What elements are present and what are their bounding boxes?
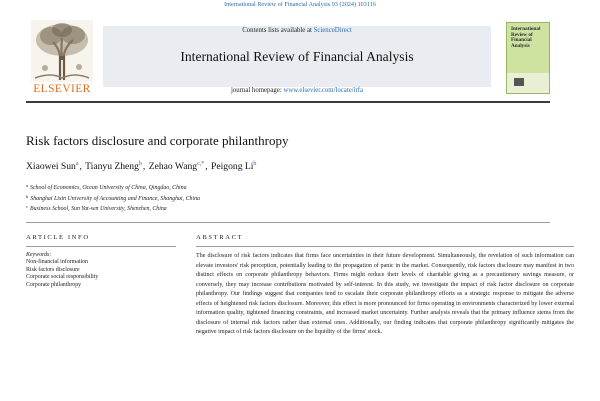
affiliation-mark: c — [26, 204, 28, 210]
publisher-name[interactable]: ELSEVIER — [33, 83, 91, 95]
article-title: Risk factors disclosure and corporate philanthropy — [26, 133, 289, 148]
keyword-item: Corporate philanthropy — [26, 281, 82, 288]
affiliation-marker[interactable]: b — [253, 161, 257, 167]
author-name[interactable]: Zehao Wang — [148, 161, 198, 172]
keywords-block — [26, 251, 98, 289]
affiliation — [26, 203, 200, 214]
affiliation — [26, 182, 200, 193]
keyword-item: Risk factors disclosure — [26, 266, 80, 273]
journal-title: International Review of Financial Analysis — [180, 49, 414, 64]
author-name[interactable]: Peigong Li — [211, 161, 254, 172]
cover-logo-icon — [514, 78, 524, 86]
affiliation-marker[interactable]: a — [75, 161, 79, 167]
homepage-line — [103, 87, 491, 94]
keyword-item: Non-financial information — [26, 259, 88, 265]
affiliation — [26, 193, 200, 204]
cover-title: International Review of Financial Analysis — [511, 26, 541, 49]
journal-reference[interactable]: International Review of Financial Analysis 93 (2024) 103116 — [224, 1, 376, 8]
elsevier-tree-icon — [31, 20, 93, 82]
homepage-prefix: journal homepage: — [230, 87, 284, 94]
abstract-rule — [196, 246, 574, 247]
journal-cover-thumbnail[interactable] — [506, 22, 550, 94]
keywords-label: Keywords: — [26, 252, 52, 258]
journal-homepage-link[interactable]: www.elsevier.com/locate/irfa — [283, 87, 364, 94]
article-info-rule — [26, 246, 176, 247]
author-name[interactable]: Tianyu Zheng — [85, 161, 139, 172]
affiliation-list — [26, 182, 200, 214]
contents-line — [103, 27, 491, 34]
sciencedirect-link[interactable]: ScienceDirect — [313, 27, 352, 34]
affiliation-text: Shanghai Lixin University of Accounting and Finance, Shanghai, China — [30, 195, 200, 202]
abstract-heading: ABSTRACT — [196, 234, 244, 241]
section-divider — [26, 222, 550, 223]
contents-prefix: Contents lists available at — [242, 27, 314, 34]
article-info-heading: ARTICLE INFO — [26, 234, 90, 241]
author-list: Xiaowei Sun$^a$, Tianyu Zheng$^b$, Zehao Wang$^{c,*}$, Peigong Li$^b$ — [26, 161, 257, 172]
affiliation-marker[interactable]: b — [138, 161, 142, 167]
keyword-item: Corporate social responsibility — [26, 274, 99, 281]
header-divider — [26, 101, 550, 103]
affiliation-mark: a — [26, 183, 28, 188]
abstract-text: The disclosure of risk factors indicates that firms face uncertainties in their future development. Simultaneously, the revelation of such information can elevate investors' risk perception, potentially leading to the propagation of panic in the market. Consequently, risk factors disclosure may manifest in two distinct effects on corporate philanthropy behaviors. Firms might reduce their levels of charitable giving as a precautionary savings measure, or conversely, they may increase contributions motivated by self-interest. In this study, we investigate the impact of risk factor disclosure on corporate philanthropy. Our findings suggest that companies tend to escalate their corporate philanthropy efforts as a strategic response to mitigate the adverse effects of heightened risk factors disclosure. Moreover, this effect is more pronounced for firms operating in environments characterized by lower external information quality, tightened financing constraints, and increased market uncertainty. Further analysis reveals that the primary influence stems from the disclosure of internal risk factors rather than external ones. Additionally, our finding indicates that corporate philanthropy significantly mitigates the negative impact of risk factors disclosure on the liquidity of the firms' stock. — [196, 253, 574, 335]
affiliation-mark: b — [26, 193, 29, 199]
author-name[interactable]: Xiaowei Sun — [26, 161, 76, 172]
affiliation-text: Business School, Sun Yat-sen University, Shenzhen, China — [30, 206, 167, 213]
affiliation-marker[interactable]: c,* — [197, 161, 205, 167]
affiliation-text: School of Economics, Ocean University of China, Qingdao, China — [30, 185, 187, 191]
